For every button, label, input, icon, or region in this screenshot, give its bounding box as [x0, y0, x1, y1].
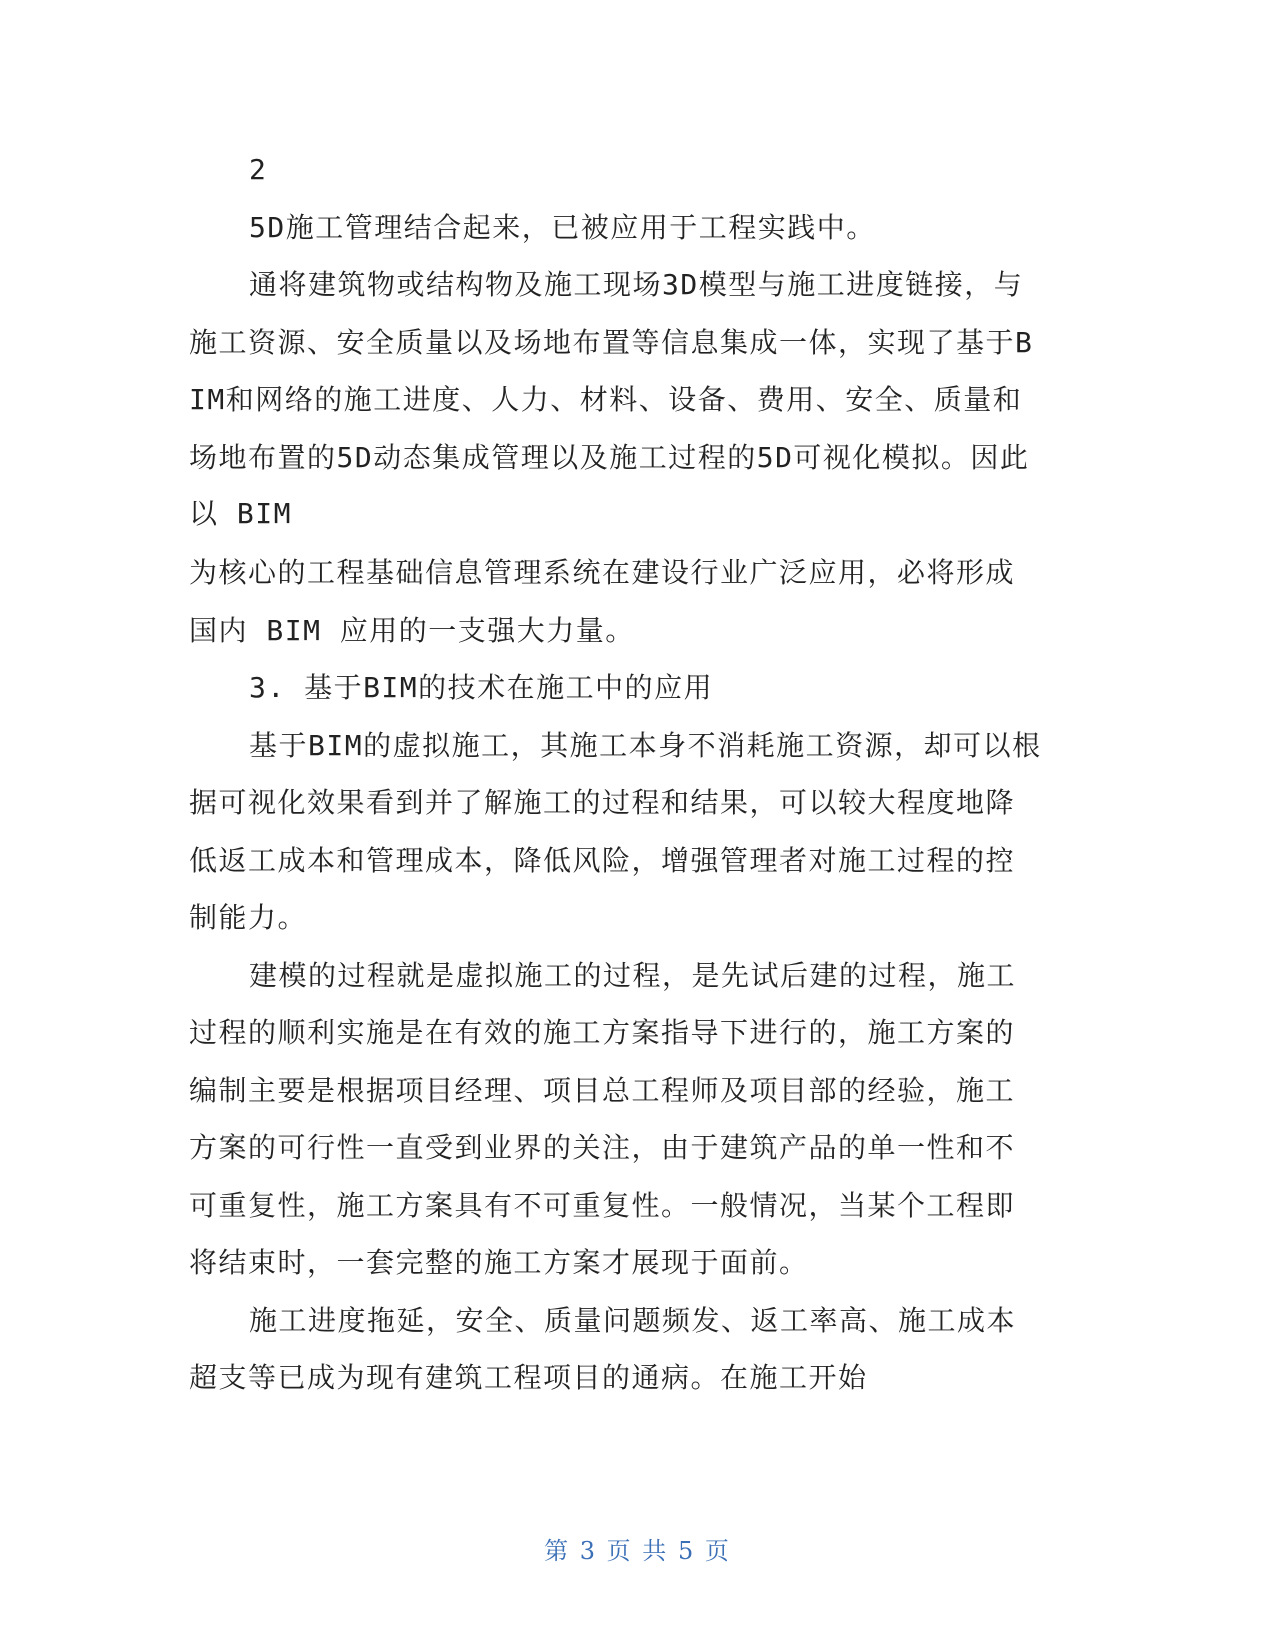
- text-line-6: 场地布置的5D动态集成管理以及施工过程的5D可视化模拟。因此: [189, 441, 1030, 474]
- text-line-9: 国内 BIM 应用的一支强大力量。: [189, 614, 635, 647]
- text-line-22: 超支等已成为现有建筑工程项目的通病。在施工开始: [189, 1361, 868, 1394]
- text-line-13: 低返工成本和管理成本，降低风险，增强管理者对施工过程的控: [189, 844, 1016, 877]
- text-line-5: IM和网络的施工进度、人力、材料、设备、费用、安全、质量和: [189, 383, 1023, 416]
- text-line-3: 通将建筑物或结构物及施工现场3D模型与施工进度链接，与: [249, 268, 1024, 301]
- text-line-17: 编制主要是根据项目经理、项目总工程师及项目部的经验，施工: [189, 1074, 1016, 1107]
- text-line-11: 基于BIM的虚拟施工，其施工本身不消耗施工资源，却可以根: [249, 729, 1042, 762]
- text-line-20: 将结束时，一套完整的施工方案才展现于面前。: [189, 1246, 809, 1279]
- section-heading: 3. 基于BIM的技术在施工中的应用: [249, 671, 714, 704]
- text-line-21: 施工进度拖延，安全、质量问题频发、返工率高、施工成本: [249, 1304, 1017, 1337]
- text-line-15: 建模的过程就是虚拟施工的过程，是先试后建的过程，施工: [249, 959, 1017, 992]
- text-line-7: 以 BIM: [189, 497, 292, 530]
- text-line-16: 过程的顺利实施是在有效的施工方案指导下进行的，施工方案的: [189, 1016, 1016, 1049]
- text-line-4: 施工资源、安全质量以及场地布置等信息集成一体，实现了基于B: [189, 326, 1034, 359]
- text-line-19: 可重复性，施工方案具有不可重复性。一般情况，当某个工程即: [189, 1189, 1016, 1222]
- text-line-12: 据可视化效果看到并了解施工的过程和结果，可以较大程度地降: [189, 786, 1016, 819]
- page-number-footer: 第 3 页 共 5 页: [544, 1537, 731, 1565]
- text-line-18: 方案的可行性一直受到业界的关注，由于建筑产品的单一性和不: [189, 1131, 1016, 1164]
- text-line-14: 制能力。: [189, 901, 308, 934]
- text-line-2: 5D施工管理结合起来，已被应用于工程实践中。: [249, 211, 876, 244]
- text-line-1: 2: [249, 153, 268, 186]
- text-line-8: 为核心的工程基础信息管理系统在建设行业广泛应用，必将形成: [189, 556, 1016, 589]
